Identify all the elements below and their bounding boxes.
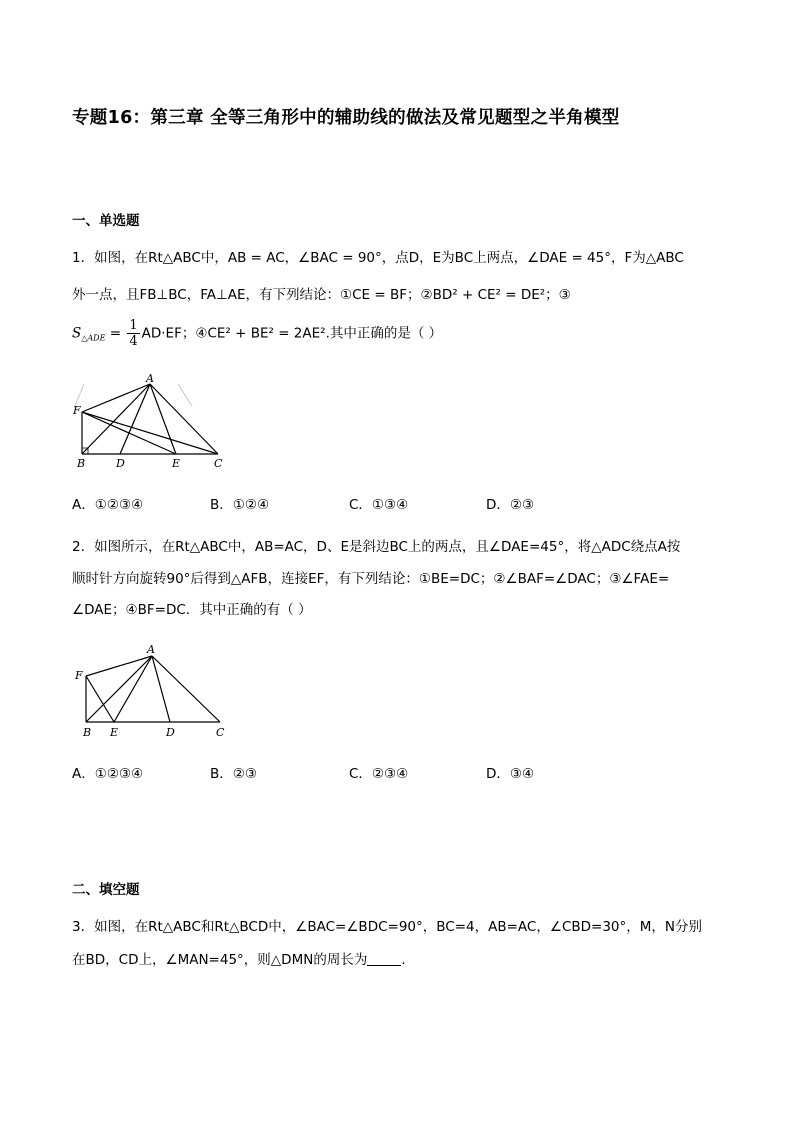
q1-area-subscript: △ADE <box>81 333 106 343</box>
q2-option-a[interactable]: A．①②③④ <box>72 766 144 782</box>
section-heading-fill-blank: 二、填空题 <box>72 882 140 898</box>
q1-option-b[interactable]: B．①②④ <box>210 497 270 513</box>
q2-label-b: B <box>83 726 92 739</box>
q1-fraction-numerator: 1 <box>129 318 138 333</box>
q2-figure <box>70 640 240 742</box>
q3-text-line-2 <box>72 950 415 970</box>
q1-label-f: F <box>73 404 81 417</box>
q2-seg-ad <box>152 656 170 722</box>
q2-label-e: E <box>110 726 119 739</box>
q3-text-line-2-prefix: 在BD，CD上，∠MAN=45°，则△DMN的周长为 <box>72 952 368 968</box>
q3-text-line-2-suffix: ． <box>401 952 415 968</box>
q1-option-c[interactable]: C．①③④ <box>349 497 409 513</box>
q2-label-a: A <box>147 643 155 656</box>
q1-label-d: D <box>116 457 125 470</box>
q1-equals: = <box>105 325 126 342</box>
q1-figure <box>70 372 230 472</box>
q1-text-line-3 <box>72 318 442 349</box>
q2-label-c: C <box>216 726 225 739</box>
q2-text-line-3: ∠DAE；④BF=DC．其中正确的有（ ） <box>72 602 312 618</box>
q1-area-symbol: S <box>72 325 82 342</box>
q2-option-d[interactable]: D．③④ <box>486 766 535 782</box>
q1-label-a: A <box>146 372 154 385</box>
q3-answer-blank[interactable] <box>367 951 401 966</box>
q1-seg-fe <box>82 412 176 454</box>
q1-option-d[interactable]: D．②③ <box>486 497 535 513</box>
q1-fraction <box>127 318 139 349</box>
q1-text-line-1: 1．如图，在Rt△ABC中，AB = AC，∠BAC = 90°，点D，E为BC上两点，∠DAE = 45°，F为△ABC <box>72 250 684 266</box>
q1-label-c: C <box>214 457 223 470</box>
q2-text-line-1: 2．如图所示，在Rt△ABC中，AB=AC，D、E是斜边BC上的两点，且∠DAE=45°，将△ADC绕点A按 <box>72 539 681 555</box>
q2-option-b[interactable]: B．②③ <box>210 766 257 782</box>
q1-text-line-2: 外一点，且FB⊥BC，FA⊥AE，有下列结论：①CE = BF；②BD² + CE² = DE²；③ <box>72 287 571 303</box>
q2-label-f: F <box>75 669 83 682</box>
q2-label-d: D <box>166 726 175 739</box>
q2-options <box>72 762 632 782</box>
section-heading-single-choice: 一、单选题 <box>72 213 140 229</box>
q1-faint-guides <box>74 384 192 408</box>
q2-seg-ac <box>152 656 220 722</box>
page-title: 专题16：第三章 全等三角形中的辅助线的做法及常见题型之半角模型 <box>72 108 620 128</box>
q1-label-b: B <box>77 457 86 470</box>
q1-label-e: E <box>172 457 181 470</box>
q2-text-line-2: 顺时针方向旋转90°后得到△AFB，连接EF，有下列结论：①BE=DC；②∠BAF=∠DAC；③∠FAE= <box>72 571 670 587</box>
q1-fraction-denominator: 4 <box>129 334 138 349</box>
q1-option-a[interactable]: A．①②③④ <box>72 497 144 513</box>
q1-text-line-3-rest: AD·EF；④CE² + BE² = 2AE².其中正确的是（ ） <box>141 325 443 342</box>
q2-option-c[interactable]: C．②③④ <box>349 766 409 782</box>
q3-text-line-1: 3．如图，在Rt△ABC和Rt△BCD中，∠BAC=∠BDC=90°，BC=4，AB=AC，∠CBD=30°，M，N分别 <box>72 919 703 935</box>
q1-seg-ab <box>82 384 150 454</box>
q1-options <box>72 493 632 513</box>
